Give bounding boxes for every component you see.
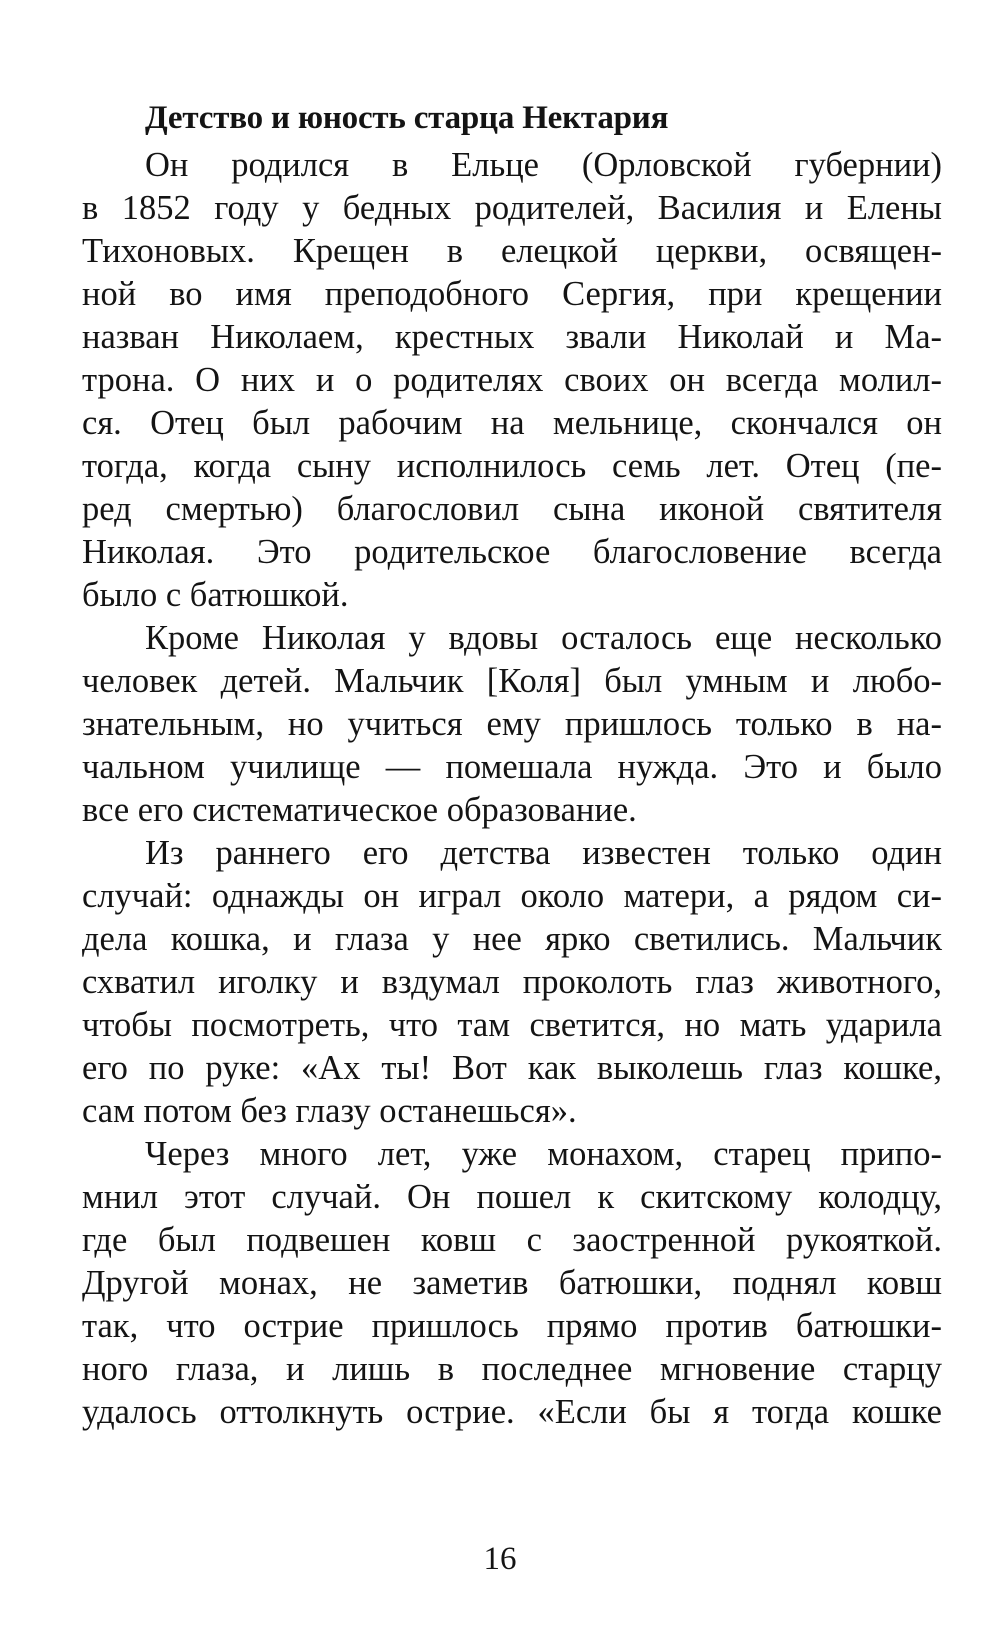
text-line: трона. О них и о родителях своих он всегда молил- [82,361,942,399]
text-line: ного глаза, и лишь в последнее мгновение старцу [82,1350,942,1388]
text-line: Николая. Это родительское благословение всегда [82,533,942,571]
text-line: назван Николаем, крестных звали Николай и Ма- [82,318,942,356]
chapter-heading: Детство и юность старца Нектария [145,100,669,136]
text-line: знательным, но учиться ему пришлось только в на- [82,705,942,743]
text-line: чтобы посмотреть, что там светится, но мать ударила [82,1006,942,1044]
text-line: в 1852 году у бедных родителей, Василия и Елены [82,189,942,227]
text-line: ся. Отец был рабочим на мельнице, скончался он [82,404,942,442]
text-line: чальном училище — помешала нужда. Это и было [82,748,942,786]
text-line: где был подвешен ковш с заостренной рукояткой. [82,1221,942,1259]
text-line: его по руке: «Ах ты! Вот как выколешь глаз кошке, [82,1049,942,1087]
text-line: сам потом без глазу останешься». [82,1092,577,1130]
page-number: 16 [483,1541,517,1577]
text-line: Из раннего его детства известен только один [145,834,942,872]
text-line: человек детей. Мальчик [Коля] был умным и любо- [82,662,942,700]
text-line: тогда, когда сыну исполнилось семь лет. Отец (пе- [82,447,942,485]
text-line: ной во имя преподобного Сергия, при крещении [82,275,942,313]
text-line: случай: однажды он играл около матери, а рядом си- [82,877,942,915]
text-line: так, что острие пришлось прямо против батюшки- [82,1307,942,1345]
text-line: Через много лет, уже монахом, старец припо- [145,1135,942,1173]
text-line: ред смертью) благословил сына иконой святителя [82,490,942,528]
text-line: дела кошка, и глаза у нее ярко светились. Мальчик [82,920,942,958]
text-line: Кроме Николая у вдовы осталось еще несколько [145,619,942,657]
text-line: удалось оттолкнуть острие. «Если бы я тогда кошке [82,1393,942,1431]
text-line: схватил иголку и вздумал проколоть глаз животного, [82,963,942,1001]
text-line: все его систематическое образование. [82,791,637,829]
text-line: Он родился в Ельце (Орловской губернии) [145,146,942,184]
text-line: Другой монах, не заметив батюшки, поднял ковш [82,1264,942,1302]
text-line: было с батюшкой. [82,576,349,614]
text-line: мнил этот случай. Он пошел к скитскому колодцу, [82,1178,942,1216]
text-line: Тихоновых. Крещен в елецкой церкви, освящен- [82,232,942,270]
